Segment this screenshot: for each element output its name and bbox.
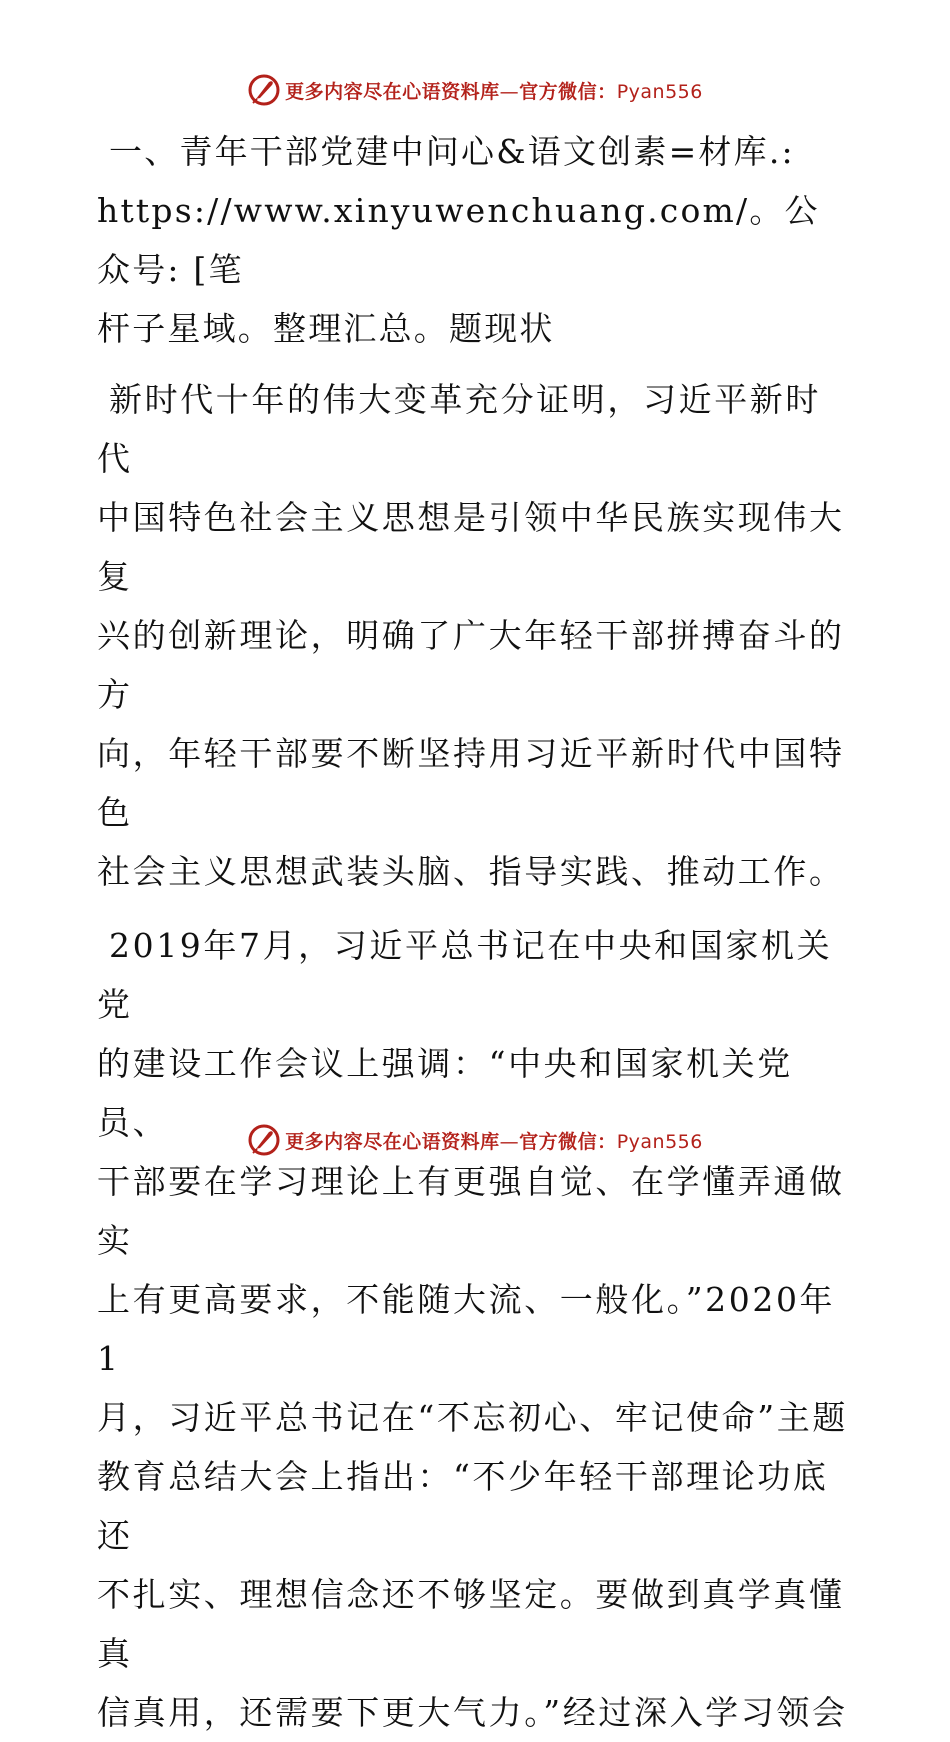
- heading-line-2: https://www.xinyuwenchuang.com/。公众号: [笔: [97, 191, 820, 289]
- feather-quill-logo-icon: [247, 1123, 281, 1157]
- section-heading: [97, 122, 849, 358]
- watermark-dash: —: [499, 1130, 520, 1153]
- watermark-wechat-id: Pyan556: [616, 1130, 703, 1153]
- watermark-banner-bottom: [0, 1120, 950, 1160]
- paragraph-1-line-4: 向，年轻干部要不断坚持用习近平新时代中国特色: [97, 734, 845, 832]
- paragraph-2-line-8: 信真用，还需要下更大气力。”经过深入学习领会: [97, 1693, 848, 1732]
- paragraph-2-line-7: 不扎实、理想信念还不够坚定。要做到真学真懂真: [97, 1575, 845, 1673]
- paragraph-1-line-2: 中国特色社会主义思想是引领中华民族实现伟大复: [97, 498, 845, 596]
- paragraph-2-line-6: 教育总结大会上指出：“不少年轻干部理论功底还: [97, 1457, 829, 1555]
- feather-quill-logo-icon: [247, 73, 281, 107]
- watermark-wechat-label: 官方微信：: [519, 1130, 617, 1153]
- paragraph-2-line-3: 干部要在学习理论上有更强自觉、在学懂弄通做实: [97, 1162, 845, 1260]
- paragraph-2-line-1: 2019年7月，习近平总书记在中央和国家机关党: [97, 926, 833, 1024]
- watermark-wechat-id: Pyan556: [616, 80, 703, 103]
- paragraph-1: [97, 370, 849, 901]
- paragraph-2-line-5: 月，习近平总书记在“不忘初心、牢记使命”主题: [97, 1398, 848, 1437]
- heading-line-1: 一、青年干部党建中问心&语文创素=材库.:: [109, 132, 795, 171]
- paragraph-2-line-2: 的建设工作会议上强调：“中央和国家机关党员、: [97, 1044, 793, 1142]
- paragraph-1-line-1: 新时代十年的伟大变革充分证明，习近平新时代: [97, 380, 821, 478]
- watermark-banner-top: [0, 70, 950, 110]
- paragraph-1-line-5: 社会主义思想武装头脑、指导实践、推动工作。: [97, 852, 845, 891]
- watermark-dash: —: [499, 80, 520, 103]
- watermark-text: 更多内容尽在心语资料库: [285, 1130, 500, 1153]
- watermark-wechat-label: 官方微信：: [519, 80, 617, 103]
- watermark-text: 更多内容尽在心语资料库: [285, 80, 500, 103]
- paragraph-2: [97, 916, 849, 1742]
- paragraph-1-line-3: 兴的创新理论，明确了广大年轻干部拼搏奋斗的方: [97, 616, 845, 714]
- document-body: [97, 122, 849, 1742]
- heading-line-3: 杆子星域。整理汇总。题现状: [97, 309, 555, 348]
- paragraph-2-line-4: 上有更高要求，不能随大流、一般化。”2020年1: [97, 1280, 836, 1378]
